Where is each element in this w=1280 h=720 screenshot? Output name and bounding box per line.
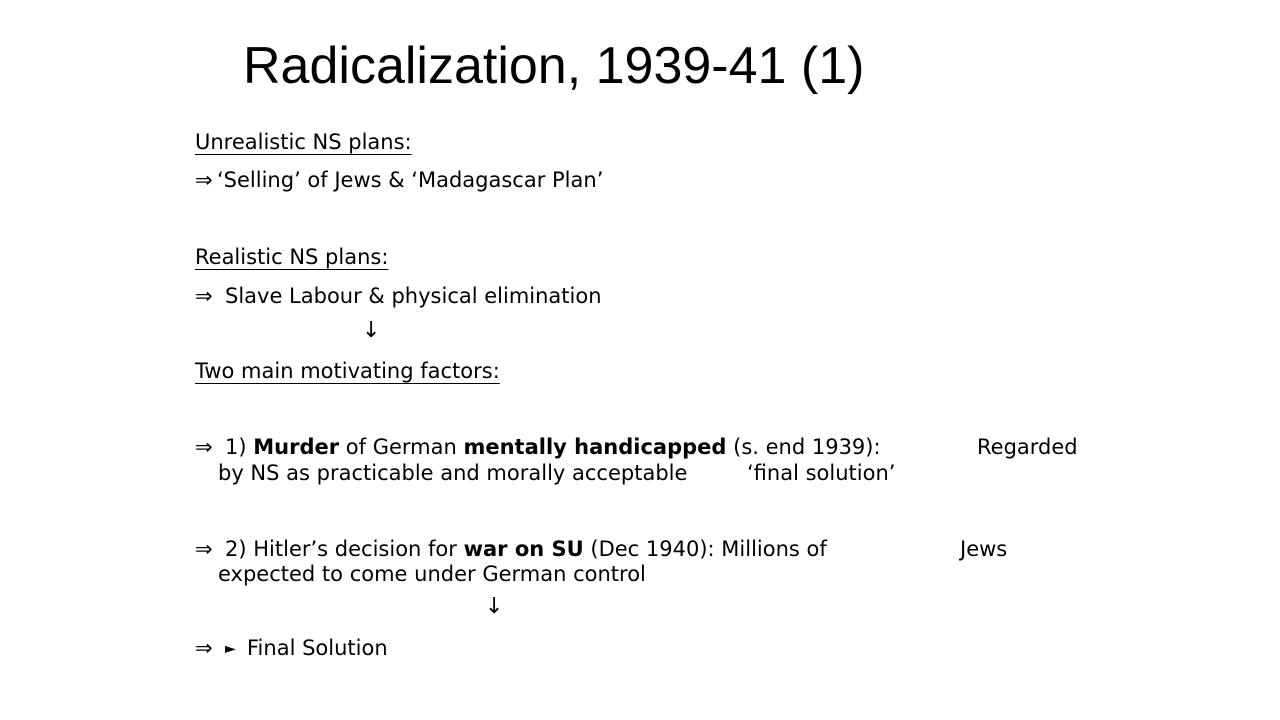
- down-arrow-icon: ↓: [485, 594, 504, 619]
- unrealistic-item: [195, 167, 603, 193]
- implies-icon: ⇒: [195, 168, 213, 192]
- implies-icon: ⇒: [195, 636, 213, 660]
- factor-2-jews: Jews: [960, 537, 1008, 561]
- factor-2-text-2: (Dec 1940): Millions of: [590, 537, 827, 561]
- unrealistic-heading: [195, 129, 412, 155]
- conclusion-label: Final Solution: [247, 636, 388, 660]
- pointer-icon: ►: [225, 641, 236, 657]
- factor-2-line-1: [195, 536, 827, 562]
- factor-1-regarded: Regarded: [977, 435, 1078, 459]
- down-arrow-icon: ↓: [362, 318, 381, 343]
- unrealistic-item-text: ‘Selling’ of Jews & ‘Madagascar Plan’: [217, 168, 604, 192]
- conclusion: [195, 635, 388, 662]
- factor-1-line-1: [195, 434, 881, 460]
- slide-title: Radicalization, 1939-41 (1): [243, 37, 865, 95]
- factor-1-text-2: (s. end 1939):: [733, 435, 881, 459]
- implies-icon: ⇒: [195, 435, 213, 459]
- factor-1-text-1: of German: [345, 435, 457, 459]
- factor-2-text-1: Hitler’s decision for: [253, 537, 457, 561]
- realistic-heading-text: Realistic NS plans:: [195, 245, 389, 269]
- unrealistic-heading-text: Unrealistic NS plans:: [195, 130, 412, 154]
- realistic-item-text: Slave Labour & physical elimination: [225, 284, 602, 308]
- factor-1-number: 1): [225, 435, 247, 459]
- factor-1-bold-handicapped: mentally handicapped: [463, 435, 727, 459]
- realistic-heading: [195, 244, 388, 270]
- factor-1-line-2b: ‘final solution’: [747, 461, 896, 485]
- factor-2-number: 2): [225, 537, 247, 561]
- factors-heading-text: Two main motivating factors:: [195, 359, 500, 383]
- realistic-item: [195, 283, 602, 309]
- factors-heading: [195, 358, 500, 384]
- implies-icon: ⇒: [195, 284, 213, 308]
- factor-2-line-2: expected to come under German control: [218, 562, 646, 586]
- factor-1-bold-murder: Murder: [253, 435, 340, 459]
- implies-icon: ⇒: [195, 537, 213, 561]
- factor-1-line-2a: by NS as practicable and morally acceptable: [218, 461, 688, 485]
- factor-2-bold-war: war on SU: [463, 537, 584, 561]
